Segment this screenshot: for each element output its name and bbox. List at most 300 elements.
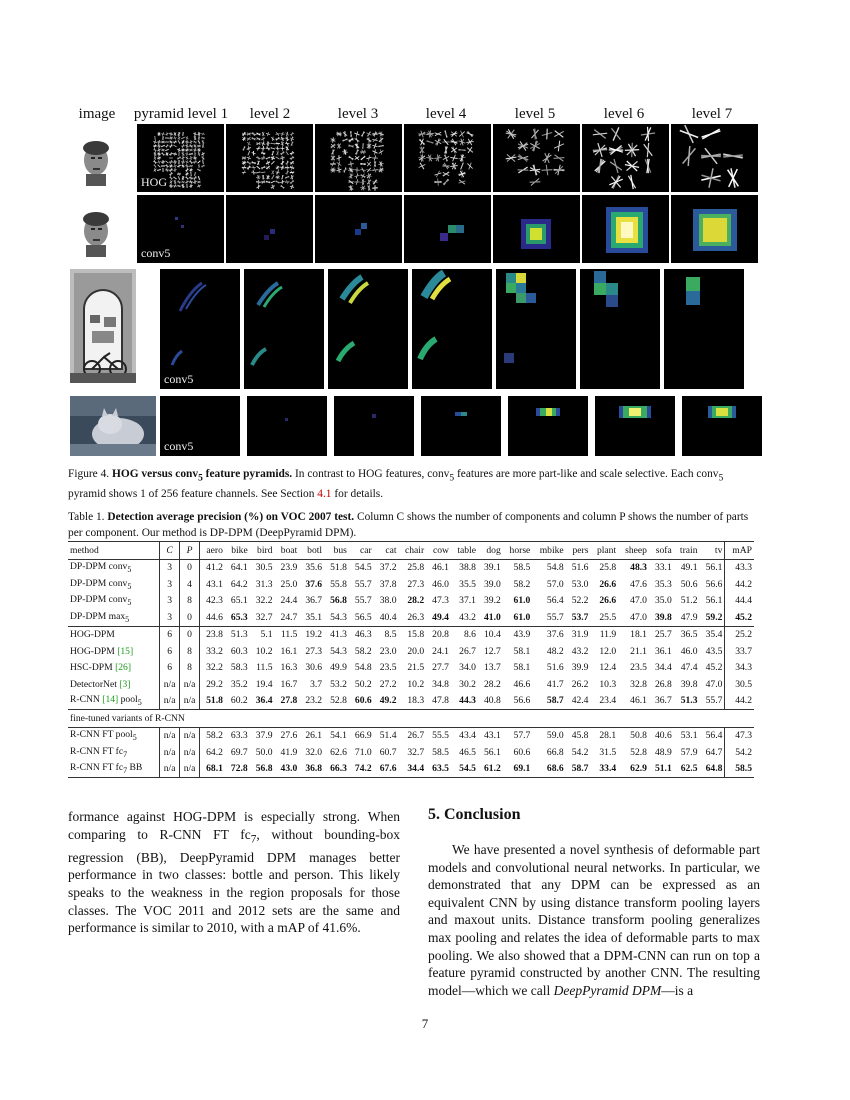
ap-cell: 20.0 — [407, 645, 425, 657]
method-cell: DetectorNet [3] — [70, 678, 131, 690]
ap-cell: 33.4 — [590, 761, 618, 778]
col-header-cat: cat — [374, 542, 399, 560]
table-row — [68, 576, 754, 593]
ap-cell: 57.0 — [546, 578, 564, 590]
table-caption-text: Column C shows the number of components and column P shows the number of parts per component. Our method is DP-DPM (DeepPyramid DPM). — [68, 511, 749, 539]
ap-cell: 63.3 — [225, 727, 250, 744]
ap-cell: 18.1 — [618, 626, 649, 643]
ap-cell: 24.1 — [432, 645, 449, 657]
ap-cell: 41.9 — [280, 746, 298, 758]
table-row — [68, 609, 754, 626]
ap-cell: 26.7 — [399, 727, 427, 744]
ap-cell: 12.7 — [483, 645, 501, 657]
col-header-map: mAP — [725, 542, 754, 560]
ap-cell: 37.1 — [459, 595, 476, 607]
table-row — [68, 693, 754, 710]
ap-cell: 23.9 — [280, 562, 298, 574]
ap-cell: 25.7 — [649, 626, 674, 643]
ap-cell: 56.6 — [513, 695, 531, 707]
ap-cell: 52.8 — [630, 746, 647, 758]
ap-cell: 15.8 — [399, 626, 427, 643]
table-header-row — [68, 542, 754, 560]
arch-conv5-level-6 — [580, 269, 660, 389]
detection-table — [68, 541, 754, 778]
ap-cell: 55.8 — [330, 578, 347, 590]
ap-cell: 37.8 — [379, 578, 397, 590]
c-cell: 3 — [160, 576, 180, 593]
c-cell: n/a — [160, 676, 180, 693]
ap-cell: 21.1 — [630, 645, 647, 657]
ap-cell: 23.4 — [599, 695, 617, 707]
map-cell: 33.7 — [725, 643, 754, 660]
map-cell: 45.2 — [725, 609, 754, 626]
ap-cell: 41.0 — [483, 611, 501, 623]
ap-cell: 58.1 — [513, 662, 531, 674]
ap-cell: 34.4 — [654, 662, 672, 674]
map-cell: 47.3 — [725, 727, 754, 744]
ap-cell: 33.1 — [654, 562, 672, 574]
figure-caption — [68, 467, 758, 502]
c-cell: n/a — [160, 693, 180, 710]
col-header-p: P — [180, 542, 200, 560]
cat-conv5-level-1 — [160, 396, 240, 456]
header-image: image — [78, 106, 116, 122]
ap-cell: 26.6 — [599, 578, 617, 590]
ap-cell: 48.9 — [654, 746, 672, 758]
ap-cell: 54.5 — [354, 562, 372, 574]
ap-cell: 44.3 — [459, 695, 476, 707]
ap-cell: 23.8 — [200, 626, 225, 643]
hog-level-4 — [404, 124, 491, 192]
face-photo-2 — [76, 207, 116, 257]
ap-cell: 54.1 — [324, 727, 349, 744]
col-header-c: C — [160, 542, 180, 560]
ap-cell: 65.3 — [230, 611, 248, 623]
caption-title-a: HOG versus conv — [112, 468, 199, 480]
ap-cell: 64.7 — [705, 746, 723, 758]
ap-cell: 64.2 — [230, 578, 248, 590]
right-paragraph-a: We have presented a novel synthesis of deformable part models and convolutional neural networks. In particular, we demonstrated that any DPM can be expressed as an equivalent CNN by using distance transform pooling layers and maxout units. Distance transform pooling generalizes max pooling and relates the idea of deformable parts to max pooling. We also showed that a DPM-CNN can run on top a feature pyramid constructed by another CNN. The resulting model—which we call — [428, 842, 760, 998]
ap-cell: 56.4 — [546, 595, 564, 607]
arch-conv5-level-1 — [160, 269, 240, 389]
p-cell: 8 — [180, 643, 200, 660]
ap-cell: 35.3 — [654, 578, 672, 590]
ap-cell: 58.1 — [513, 645, 531, 657]
ap-cell: 50.0 — [255, 746, 273, 758]
caption-sub: 5 — [198, 473, 203, 484]
ap-cell: 68.6 — [532, 761, 565, 778]
ap-cell: 35.0 — [654, 595, 672, 607]
ap-cell: 25.5 — [599, 611, 617, 623]
ap-cell: 56.1 — [705, 595, 723, 607]
p-cell: 4 — [180, 576, 200, 593]
map-cell: 58.5 — [725, 761, 754, 778]
table-body — [68, 559, 754, 778]
ap-cell: 61.0 — [513, 611, 531, 623]
left-paragraph-b: , without bounding-box regression (BB), DeepPyramid DPM manages better performance in two classes: bottle and person. This likely speaks to the weakness in the region proposals for those classes. The VOC 2011 and 2012 sets are the same and performance is similar to 2010, with a mAP of 41.6%. — [68, 826, 401, 936]
ap-cell: 40.4 — [379, 611, 397, 623]
ap-cell: 35.2 — [230, 678, 248, 690]
ap-cell: 27.6 — [275, 727, 300, 744]
ap-cell: 34.4 — [399, 761, 427, 778]
method-cell: DP-DPM $\max_5$ — [70, 610, 130, 624]
ap-cell: 26.6 — [599, 595, 617, 607]
ap-cell: 27.3 — [407, 578, 425, 590]
ap-cell: 47.0 — [630, 595, 647, 607]
ap-cell: 56.8 — [330, 595, 347, 607]
header-level-4: level 4 — [425, 106, 467, 122]
col-header-cow: cow — [426, 542, 451, 560]
conv5-label: conv5 — [164, 439, 194, 453]
table-row — [68, 559, 754, 576]
cat-conv5-level-2 — [247, 396, 327, 456]
table-row — [68, 744, 754, 761]
c-cell: n/a — [160, 744, 180, 761]
ap-cell: 45.8 — [566, 727, 591, 744]
p-cell: n/a — [180, 761, 200, 778]
map-cell: 30.5 — [725, 676, 754, 693]
c-cell: n/a — [160, 727, 180, 744]
ap-cell: 16.1 — [280, 645, 298, 657]
ap-cell: 47.0 — [705, 678, 723, 690]
ap-cell: 39.8 — [654, 611, 672, 623]
ap-cell: 23.0 — [379, 645, 397, 657]
method-cell: R-CNN FT $fc_7$ BB — [68, 761, 160, 778]
ap-cell: 71.0 — [354, 746, 372, 758]
c-cell: 6 — [160, 626, 180, 643]
arch-conv5-level-7 — [664, 269, 744, 389]
ap-cell: 11.5 — [256, 662, 273, 674]
subheader-cell: fine-tuned variants of R-CNN — [68, 710, 754, 728]
header-level-6: level 6 — [603, 106, 645, 122]
ap-cell: 43.1 — [206, 578, 223, 590]
ap-cell: 56.1 — [705, 562, 723, 574]
ap-cell: 23.5 — [630, 662, 647, 674]
col-header-table: table — [451, 542, 478, 560]
ap-cell: 55.7 — [354, 595, 372, 607]
ap-cell: 51.2 — [680, 595, 698, 607]
caption-sub: 5 — [718, 473, 724, 484]
ap-cell: 32.8 — [630, 678, 647, 690]
ap-cell: 53.2 — [330, 678, 347, 690]
ap-cell: 50.2 — [354, 678, 372, 690]
ap-cell: 65.1 — [230, 595, 248, 607]
ap-cell: 49.1 — [680, 562, 698, 574]
ap-cell: 12.4 — [599, 662, 617, 674]
p-cell: n/a — [180, 676, 200, 693]
ap-cell: 38.8 — [459, 562, 476, 574]
method-cell: R-CNN [14] pool$_5$ — [70, 694, 142, 708]
caption-text: In contrast to HOG features, conv — [292, 468, 450, 480]
ap-cell: 58.5 — [432, 746, 449, 758]
table-row — [68, 761, 754, 778]
ap-cell: 31.3 — [255, 578, 273, 590]
col-header-chair: chair — [399, 542, 427, 560]
ap-cell: 19.2 — [299, 626, 324, 643]
hog-level-7 — [671, 124, 758, 192]
map-cell: 44.2 — [725, 576, 754, 593]
c-cell: 6 — [160, 643, 180, 660]
arch-conv5-level-5 — [496, 269, 576, 389]
ap-cell: 67.6 — [374, 761, 399, 778]
ap-cell: 54.8 — [546, 562, 564, 574]
map-cell: 44.4 — [725, 593, 754, 610]
col-header-horse: horse — [503, 542, 533, 560]
ap-cell: 66.3 — [324, 761, 349, 778]
citation-link[interactable]: [3] — [119, 678, 131, 690]
face-conv5-level-3 — [315, 195, 402, 263]
ap-cell: 53.0 — [571, 578, 589, 590]
ap-cell: 5.1 — [250, 626, 275, 643]
col-header-pers: pers — [566, 542, 591, 560]
ap-cell: 53.1 — [674, 727, 700, 744]
ap-cell: 46.1 — [432, 562, 449, 574]
ap-cell: 36.5 — [674, 626, 700, 643]
ap-cell: 59.2 — [705, 611, 723, 623]
ap-cell: 66.8 — [546, 746, 564, 758]
method-cell: HOG-DPM [15] — [70, 645, 134, 657]
col-header-tv: tv — [700, 542, 725, 560]
method-cell: DP-DPM conv$_5$ — [70, 561, 132, 575]
ap-cell: 36.4 — [255, 695, 273, 707]
ap-cell: 35.4 — [700, 626, 725, 643]
ap-cell: 27.3 — [305, 645, 323, 657]
caption-sub: 5 — [449, 473, 455, 484]
table-row — [68, 660, 754, 677]
ap-cell: 10.4 — [478, 626, 503, 643]
ap-cell: 57.9 — [680, 746, 698, 758]
ap-cell: 35.6 — [305, 562, 323, 574]
map-cell: 54.2 — [725, 744, 754, 761]
ap-cell: 51.8 — [206, 695, 223, 707]
face-conv5-level-1 — [137, 195, 224, 263]
ap-cell: 28.1 — [590, 727, 618, 744]
caption-text: features are more part-like and scale selective. Each conv — [454, 468, 719, 480]
col-header-sofa: sofa — [649, 542, 674, 560]
p-cell: 8 — [180, 593, 200, 610]
ap-cell: 34.0 — [459, 662, 476, 674]
ap-cell: 30.5 — [255, 562, 273, 574]
ap-cell: 56.4 — [700, 727, 725, 744]
ap-cell: 40.8 — [483, 695, 501, 707]
ap-cell: 50.8 — [618, 727, 649, 744]
subheader-row — [68, 710, 754, 728]
ap-cell: 66.9 — [349, 727, 374, 744]
cat-conv5-level-6 — [595, 396, 675, 456]
ap-cell: 43.0 — [275, 761, 300, 778]
caption-text: for details. — [331, 487, 384, 500]
ap-cell: 37.2 — [379, 562, 397, 574]
ap-cell: 61.2 — [478, 761, 503, 778]
hog-level-1 — [137, 124, 224, 192]
ap-cell: 46.0 — [432, 578, 449, 590]
col-header-bike: bike — [225, 542, 250, 560]
col-header-bird: bird — [250, 542, 275, 560]
ap-cell: 60.2 — [230, 695, 248, 707]
ap-cell: 69.1 — [503, 761, 533, 778]
col-header-dog: dog — [478, 542, 503, 560]
ap-cell: 25.8 — [407, 562, 425, 574]
hog-level-5 — [493, 124, 580, 192]
hog-level-6 — [582, 124, 669, 192]
ap-cell: 53.7 — [571, 611, 589, 623]
ap-cell: 25.8 — [599, 562, 617, 574]
ap-cell: 49.2 — [379, 695, 397, 707]
ap-cell: 10.3 — [599, 678, 617, 690]
ap-cell: 26.8 — [654, 678, 672, 690]
ap-cell: 18.3 — [407, 695, 425, 707]
ap-cell: 54.8 — [354, 662, 372, 674]
ap-cell: 27.8 — [280, 695, 298, 707]
hog-label: HOG — [141, 175, 167, 189]
ap-cell: 46.0 — [680, 645, 698, 657]
ap-cell: 8.6 — [451, 626, 478, 643]
ap-cell: 41.2 — [206, 562, 223, 574]
ap-cell: 51.6 — [571, 562, 589, 574]
p-cell: 0 — [180, 559, 200, 576]
arch-conv5-level-4 — [412, 269, 492, 389]
ap-cell: 21.5 — [407, 662, 425, 674]
ap-cell: 62.5 — [674, 761, 700, 778]
ap-cell: 43.4 — [451, 727, 478, 744]
left-paragraph-sub: 7 — [250, 833, 257, 846]
ap-cell: 47.4 — [680, 662, 698, 674]
ap-cell: 23.2 — [305, 695, 323, 707]
col-header-train: train — [674, 542, 700, 560]
ap-cell: 24.7 — [280, 611, 298, 623]
ap-cell: 52.2 — [571, 595, 589, 607]
ap-cell: 52.8 — [330, 695, 347, 707]
ap-cell: 26.7 — [459, 645, 476, 657]
method-cell: R-CNN FT pool$_5$ — [68, 727, 160, 744]
col-header-sheep: sheep — [618, 542, 649, 560]
ap-cell: 31.5 — [599, 746, 617, 758]
method-cell: DP-DPM conv$_5$ — [70, 594, 132, 608]
p-cell: n/a — [180, 693, 200, 710]
ap-cell: 43.1 — [478, 727, 503, 744]
ap-cell: 11.5 — [275, 626, 300, 643]
face-conv5-level-6 — [582, 195, 669, 263]
ap-cell: 34.8 — [432, 678, 449, 690]
ap-cell: 39.0 — [483, 578, 501, 590]
ap-cell: 23.5 — [379, 662, 397, 674]
ap-cell: 28.2 — [483, 678, 501, 690]
ap-cell: 30.6 — [305, 662, 323, 674]
ap-cell: 41.7 — [546, 678, 564, 690]
ap-cell: 60.3 — [230, 645, 248, 657]
ap-cell: 55.7 — [705, 695, 723, 707]
ap-cell: 54.3 — [330, 645, 347, 657]
ap-cell: 60.6 — [513, 746, 531, 758]
section-title: 5. Conclusion — [428, 806, 521, 823]
cat-conv5-level-7 — [682, 396, 762, 456]
ap-cell: 51.4 — [374, 727, 399, 744]
ap-cell: 69.7 — [230, 746, 248, 758]
ap-cell: 60.6 — [354, 695, 372, 707]
right-paragraph-b: —is a — [661, 982, 694, 998]
hog-level-2 — [226, 124, 313, 192]
ap-cell: 44.6 — [206, 611, 223, 623]
table-row — [68, 626, 754, 643]
col-header-boat: boat — [275, 542, 300, 560]
conv5-label: conv5 — [141, 246, 171, 260]
ap-cell: 46.5 — [459, 746, 476, 758]
ap-cell: 51.3 — [680, 695, 698, 707]
ap-cell: 42.3 — [206, 595, 223, 607]
map-cell: 44.2 — [725, 693, 754, 710]
ap-cell: 64.2 — [206, 746, 223, 758]
ap-cell: 62.9 — [618, 761, 649, 778]
ap-cell: 35.5 — [459, 578, 476, 590]
citation-link[interactable]: [14] — [102, 694, 119, 706]
ap-cell: 37.6 — [532, 626, 565, 643]
col-header-method: method — [68, 542, 160, 560]
page-number: 7 — [421, 1016, 429, 1031]
ap-cell: 57.7 — [503, 727, 533, 744]
method-cell: DP-DPM conv$_5$ — [70, 577, 132, 591]
ap-cell: 60.7 — [379, 746, 397, 758]
header-level-1: pyramid level 1 — [133, 106, 229, 122]
ap-cell: 33.2 — [206, 645, 223, 657]
ap-cell: 36.7 — [305, 595, 323, 607]
ap-cell: 58.7 — [566, 761, 591, 778]
ap-cell: 49.9 — [330, 662, 347, 674]
p-cell: n/a — [180, 744, 200, 761]
ap-cell: 51.1 — [649, 761, 674, 778]
ap-cell: 16.7 — [280, 678, 298, 690]
ap-cell: 25.0 — [280, 578, 298, 590]
face-conv5-level-5 — [493, 195, 580, 263]
citation-link[interactable]: [26] — [115, 662, 132, 674]
cat-conv5-level-3 — [334, 396, 414, 456]
ap-cell: 74.2 — [349, 761, 374, 778]
col-header-mbike: mbike — [532, 542, 565, 560]
ap-cell: 68.1 — [200, 761, 225, 778]
ap-cell: 59.0 — [532, 727, 565, 744]
p-cell: 0 — [180, 626, 200, 643]
table-row — [68, 727, 754, 744]
ap-cell: 26.1 — [299, 727, 324, 744]
ap-cell: 36.7 — [654, 695, 672, 707]
ap-cell: 24.4 — [280, 595, 298, 607]
ap-cell: 54.2 — [571, 746, 589, 758]
table-caption — [68, 510, 758, 541]
cat-conv5-level-5 — [508, 396, 588, 456]
ap-cell: 47.0 — [630, 611, 647, 623]
table-row — [68, 676, 754, 693]
ap-cell: 48.2 — [546, 645, 564, 657]
ap-cell: 30.2 — [459, 678, 476, 690]
caption-prefix: Figure 4. — [68, 468, 110, 480]
ap-cell: 45.2 — [705, 662, 723, 674]
arch-conv5-level-3 — [328, 269, 408, 389]
ap-cell: 48.3 — [630, 562, 647, 574]
citation-link[interactable]: [15] — [117, 645, 134, 657]
left-paragraph-a: formance against HOG-DPM is especially strong. When comparing to R-CNN FT fc — [68, 809, 400, 842]
ap-cell: 32.7 — [407, 746, 425, 758]
ap-cell: 32.7 — [255, 611, 273, 623]
ap-cell: 39.1 — [483, 562, 501, 574]
ap-cell: 51.6 — [546, 662, 564, 674]
ap-cell: 72.8 — [225, 761, 250, 778]
ap-cell: 31.9 — [566, 626, 591, 643]
section-link[interactable]: 4.1 — [317, 487, 332, 500]
ap-cell: 29.2 — [206, 678, 223, 690]
ap-cell: 39.8 — [680, 678, 698, 690]
map-cell: 34.3 — [725, 660, 754, 677]
ap-cell: 26.3 — [407, 611, 425, 623]
method-name: DeepPyramid DPM — [553, 982, 662, 998]
